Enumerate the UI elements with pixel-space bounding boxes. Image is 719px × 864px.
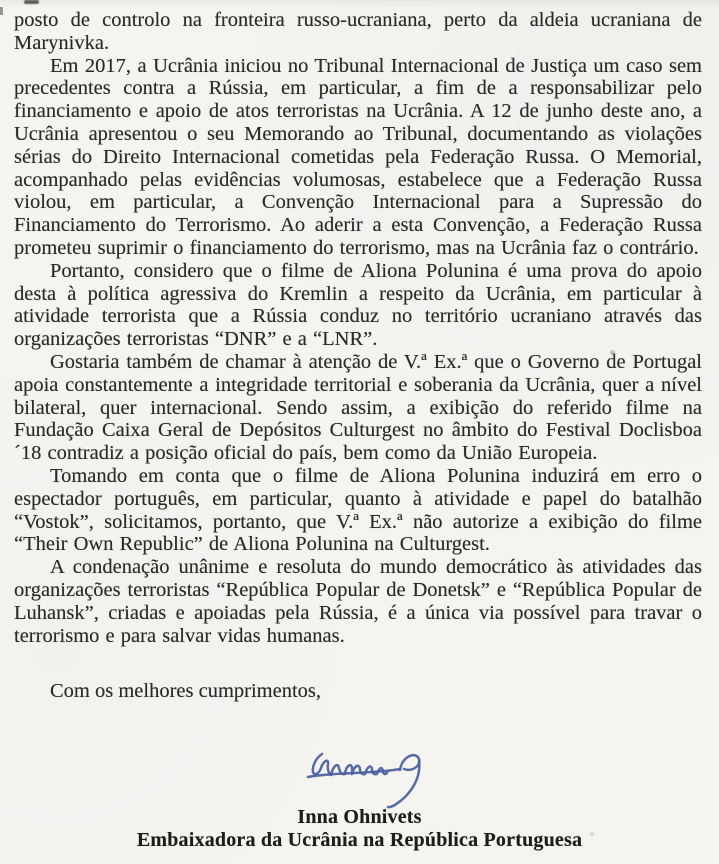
body-paragraph: A condenação unânime e resoluta do mundo democrático às atividades das organizações terroristas “República Popular de Donetsk” e “República Popular de Luhansk”, criadas e apoiadas pela Rússia, é a única via possível para travar o terrorismo e para salvar vidas humanas. — [14, 556, 702, 647]
closing-salutation: Com os melhores cumprimentos, — [50, 680, 322, 703]
handwritten-signature — [304, 748, 434, 810]
letter-body — [14, 9, 702, 647]
body-paragraph: Em 2017, a Ucrânia iniciou no Tribunal Internacional de Justiça um caso sem precedentes contra a Rússia, em particular, a fim de a responsabilizar pelo financiamento e apoio de atos terroristas na Ucrânia. A 12 de junho deste ano, a Ucrânia apresentou o seu Memorando ao Tribunal, documentando as violações sérias do Direito Internacional cometidas pela Federação Russa. O Memorial, acompanhado pelas evidências volumosas, estabelece que a Federação Russa violou, em particular, a Convenção Internacional para a Supressão do Financiamento do Terrorismo. Ao aderir a esta Convenção, a Federação Russa prometeu suprimir o financiamento do terrorismo, mas na Ucrânia faz o contrário. — [14, 54, 702, 259]
body-paragraph: posto de controlo na fronteira russo-ucraniana, perto da aldeia ucraniana de Marynivka. — [14, 9, 702, 54]
signer-title: Embaixadora da Ucrânia na República Portuguesa — [136, 829, 583, 851]
body-paragraph: Portanto, considero que o filme de Aliona Polunina é uma prova do apoio desta à política agressiva do Kremlin a respeito da Ucrânia, em particular à atividade terrorista que a Rússia conduz no território ucraniano através das organizações terroristas “DNR” e a “LNR”. — [14, 259, 702, 351]
scan-artifact-edge-mark — [0, 7, 3, 15]
body-paragraph: Gostaria também de chamar à atenção de V.ª Ex.ª que o Governo de Portugal apoia constantemente a integridade territorial e soberania da Ucrânia, quer a nível bilateral, quer internacional. Sendo assim, a exibição do referido filme na Fundação Caixa Geral de Depósitos Culturgest no âmbito do Festival Doclisboa´18 contradiz a posição oficial do país, bem como da União Europeia. — [14, 350, 702, 465]
body-paragraph: Tomando em conta que o filme de Aliona Polunina induzirá em erro o espectador português, em particular, quanto à atividade e papel do batalhão “Vostok”, solicitamos, portanto, que V.ª Ex.ª não autorize a exibição do filme “Their Own Republic” de Aliona Polunina na Culturgest. — [14, 464, 702, 556]
scan-artifact-smudge — [24, 0, 39, 4]
signer-name: Inna Ohnivets — [297, 806, 422, 828]
